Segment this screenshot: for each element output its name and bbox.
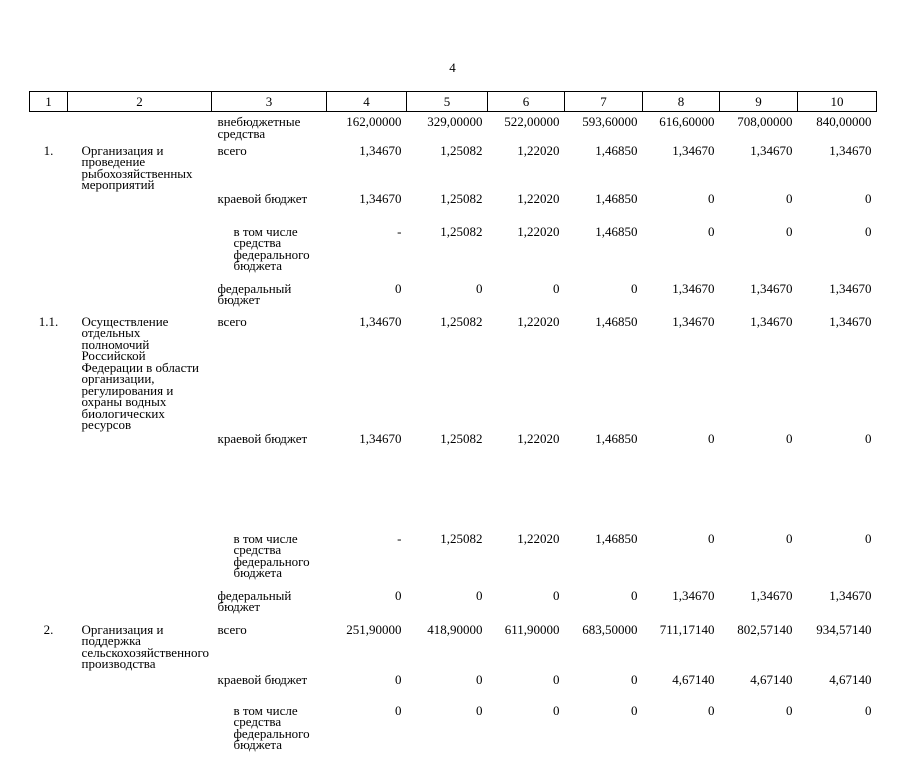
- value-cell: 1,46850: [595, 142, 638, 158]
- activity-name: [68, 533, 212, 590]
- value-cell: 0: [631, 280, 638, 296]
- value-cell: 0: [395, 587, 402, 603]
- value-cell: 1,34670: [829, 142, 872, 158]
- activity-name: [68, 191, 212, 226]
- value-cell: 1,34670: [672, 142, 715, 158]
- value-cell: 0: [476, 702, 483, 718]
- activity-name: [68, 705, 212, 765]
- row-number: [30, 226, 68, 283]
- table-row: [30, 620, 877, 670]
- header-cell: 3: [212, 92, 327, 112]
- row-number: [30, 533, 68, 590]
- value-cell: 1,25082: [440, 223, 483, 239]
- row-number: [30, 112, 68, 140]
- table-body: [30, 112, 877, 765]
- value-cell: 1,34670: [829, 280, 872, 296]
- value-cell: 1,22020: [517, 223, 560, 239]
- value-cell: 708,00000: [737, 114, 793, 129]
- value-cell: 1,25082: [440, 530, 483, 546]
- table-row: [30, 705, 877, 765]
- value-cell: 1,22020: [517, 142, 560, 158]
- value-cell: 0: [476, 280, 483, 296]
- value-cell: 1,22020: [517, 313, 560, 329]
- value-cell: 329,00000: [427, 114, 483, 129]
- value-cell: 1,22020: [517, 430, 560, 446]
- budget-table: [29, 91, 877, 765]
- funding-source: краевой бюджет: [217, 430, 308, 446]
- value-cell: 1,22020: [517, 190, 560, 206]
- table-row: [30, 431, 877, 533]
- value-cell: 683,50000: [582, 621, 638, 637]
- value-cell: 1,34670: [359, 430, 402, 446]
- table-row: [30, 590, 877, 620]
- value-cell: 0: [631, 702, 638, 718]
- value-cell: 1,34670: [359, 190, 402, 206]
- value-cell: 802,57140: [737, 621, 793, 637]
- row-number: [30, 590, 68, 620]
- funding-source: внебюджетные средства: [217, 114, 301, 141]
- value-cell: 4,67140: [829, 671, 872, 687]
- value-cell: 0: [553, 280, 560, 296]
- activity-name: [68, 112, 212, 140]
- table-row: [30, 670, 877, 705]
- funding-source: в том числе средства федерального бюджета: [233, 530, 310, 580]
- funding-source: всего: [217, 142, 247, 158]
- value-cell: -: [397, 530, 402, 546]
- value-cell: 1,25082: [440, 190, 483, 206]
- value-cell: 1,34670: [672, 313, 715, 329]
- value-cell: 0: [786, 430, 793, 446]
- value-cell: 0: [553, 587, 560, 603]
- value-cell: 1,34670: [829, 313, 872, 329]
- value-cell: 1,34670: [672, 587, 715, 603]
- activity-name: Организация и проведение рыбохозяйственных мероприятий: [81, 142, 193, 192]
- header-cell: 2: [68, 92, 212, 112]
- header-cell: 1: [30, 92, 68, 112]
- activity-name: [68, 283, 212, 313]
- activity-name: [68, 670, 212, 705]
- funding-source: всего: [217, 621, 247, 637]
- header-cell: 9: [720, 92, 798, 112]
- funding-source: в том числе средства федерального бюджета: [233, 702, 310, 752]
- value-cell: 418,90000: [427, 621, 483, 637]
- funding-source: всего: [217, 313, 247, 329]
- value-cell: 711,17140: [659, 621, 715, 637]
- row-number: [30, 283, 68, 313]
- row-number: [30, 705, 68, 765]
- table-row: [30, 313, 877, 431]
- value-cell: 0: [476, 671, 483, 687]
- funding-source: федеральный бюджет: [217, 280, 292, 307]
- table-row: [30, 191, 877, 226]
- value-cell: 1,46850: [595, 190, 638, 206]
- value-cell: 0: [708, 190, 715, 206]
- value-cell: 0: [395, 702, 402, 718]
- value-cell: 0: [786, 702, 793, 718]
- value-cell: 1,25082: [440, 142, 483, 158]
- value-cell: 1,34670: [750, 142, 793, 158]
- value-cell: 0: [395, 671, 402, 687]
- value-cell: 1,46850: [595, 530, 638, 546]
- table-row: [30, 283, 877, 313]
- activity-name: [68, 431, 212, 533]
- value-cell: 4,67140: [750, 671, 793, 687]
- row-number: [30, 431, 68, 533]
- funding-source: в том числе средства федерального бюджета: [233, 223, 310, 273]
- row-number: 1.1.: [38, 313, 59, 329]
- funding-source: федеральный бюджет: [217, 587, 292, 614]
- value-cell: 0: [553, 702, 560, 718]
- header-cell: 8: [643, 92, 720, 112]
- header-cell: 7: [565, 92, 643, 112]
- row-number: [30, 670, 68, 705]
- value-cell: 4,67140: [672, 671, 715, 687]
- value-cell: 1,46850: [595, 430, 638, 446]
- value-cell: 251,90000: [346, 621, 402, 637]
- value-cell: 0: [865, 530, 872, 546]
- header-row: [30, 92, 877, 112]
- value-cell: 0: [708, 530, 715, 546]
- value-cell: 0: [786, 223, 793, 239]
- value-cell: 0: [865, 223, 872, 239]
- value-cell: 0: [865, 702, 872, 718]
- value-cell: 522,00000: [504, 114, 560, 129]
- value-cell: 1,34670: [359, 313, 402, 329]
- value-cell: 0: [631, 587, 638, 603]
- value-cell: 0: [476, 587, 483, 603]
- value-cell: 1,34670: [672, 280, 715, 296]
- table-row: [30, 140, 877, 191]
- row-number: 2.: [43, 621, 54, 637]
- value-cell: 0: [553, 671, 560, 687]
- activity-name: [68, 590, 212, 620]
- value-cell: 0: [631, 671, 638, 687]
- value-cell: 1,22020: [517, 530, 560, 546]
- table-row: [30, 226, 877, 283]
- funding-source: краевой бюджет: [217, 190, 308, 206]
- header-cell: 10: [798, 92, 877, 112]
- activity-name: [68, 226, 212, 283]
- activity-name: Осуществление отдельных полномочий Российской Федерации в области организации, регулирования и охраны водных биологических ресурсов: [81, 313, 199, 432]
- value-cell: 934,57140: [816, 621, 872, 637]
- value-cell: 1,34670: [750, 313, 793, 329]
- value-cell: 1,34670: [750, 587, 793, 603]
- value-cell: 0: [395, 280, 402, 296]
- value-cell: 0: [708, 223, 715, 239]
- value-cell: 0: [708, 430, 715, 446]
- value-cell: 593,60000: [582, 114, 638, 129]
- value-cell: 1,34670: [750, 280, 793, 296]
- value-cell: 0: [786, 190, 793, 206]
- row-number: 1.: [43, 142, 54, 158]
- value-cell: 0: [865, 190, 872, 206]
- table-row: [30, 112, 877, 140]
- value-cell: 0: [786, 530, 793, 546]
- value-cell: 616,60000: [659, 114, 715, 129]
- value-cell: 0: [865, 430, 872, 446]
- table-row: [30, 533, 877, 590]
- value-cell: 1,25082: [440, 313, 483, 329]
- funding-source: краевой бюджет: [217, 671, 308, 687]
- value-cell: -: [397, 223, 402, 239]
- value-cell: 611,90000: [504, 621, 560, 637]
- value-cell: 1,46850: [595, 313, 638, 329]
- activity-name: Организация и поддержка сельскохозяйственного производства: [81, 621, 209, 671]
- value-cell: 0: [708, 702, 715, 718]
- header-cell: 4: [327, 92, 407, 112]
- value-cell: 1,25082: [440, 430, 483, 446]
- value-cell: 1,46850: [595, 223, 638, 239]
- header-cell: 6: [488, 92, 565, 112]
- value-cell: 1,34670: [829, 587, 872, 603]
- value-cell: 1,34670: [359, 142, 402, 158]
- row-number: [30, 191, 68, 226]
- value-cell: 162,00000: [346, 114, 402, 129]
- page-number: 4: [449, 60, 456, 75]
- header-cell: 5: [407, 92, 488, 112]
- value-cell: 840,00000: [816, 114, 872, 129]
